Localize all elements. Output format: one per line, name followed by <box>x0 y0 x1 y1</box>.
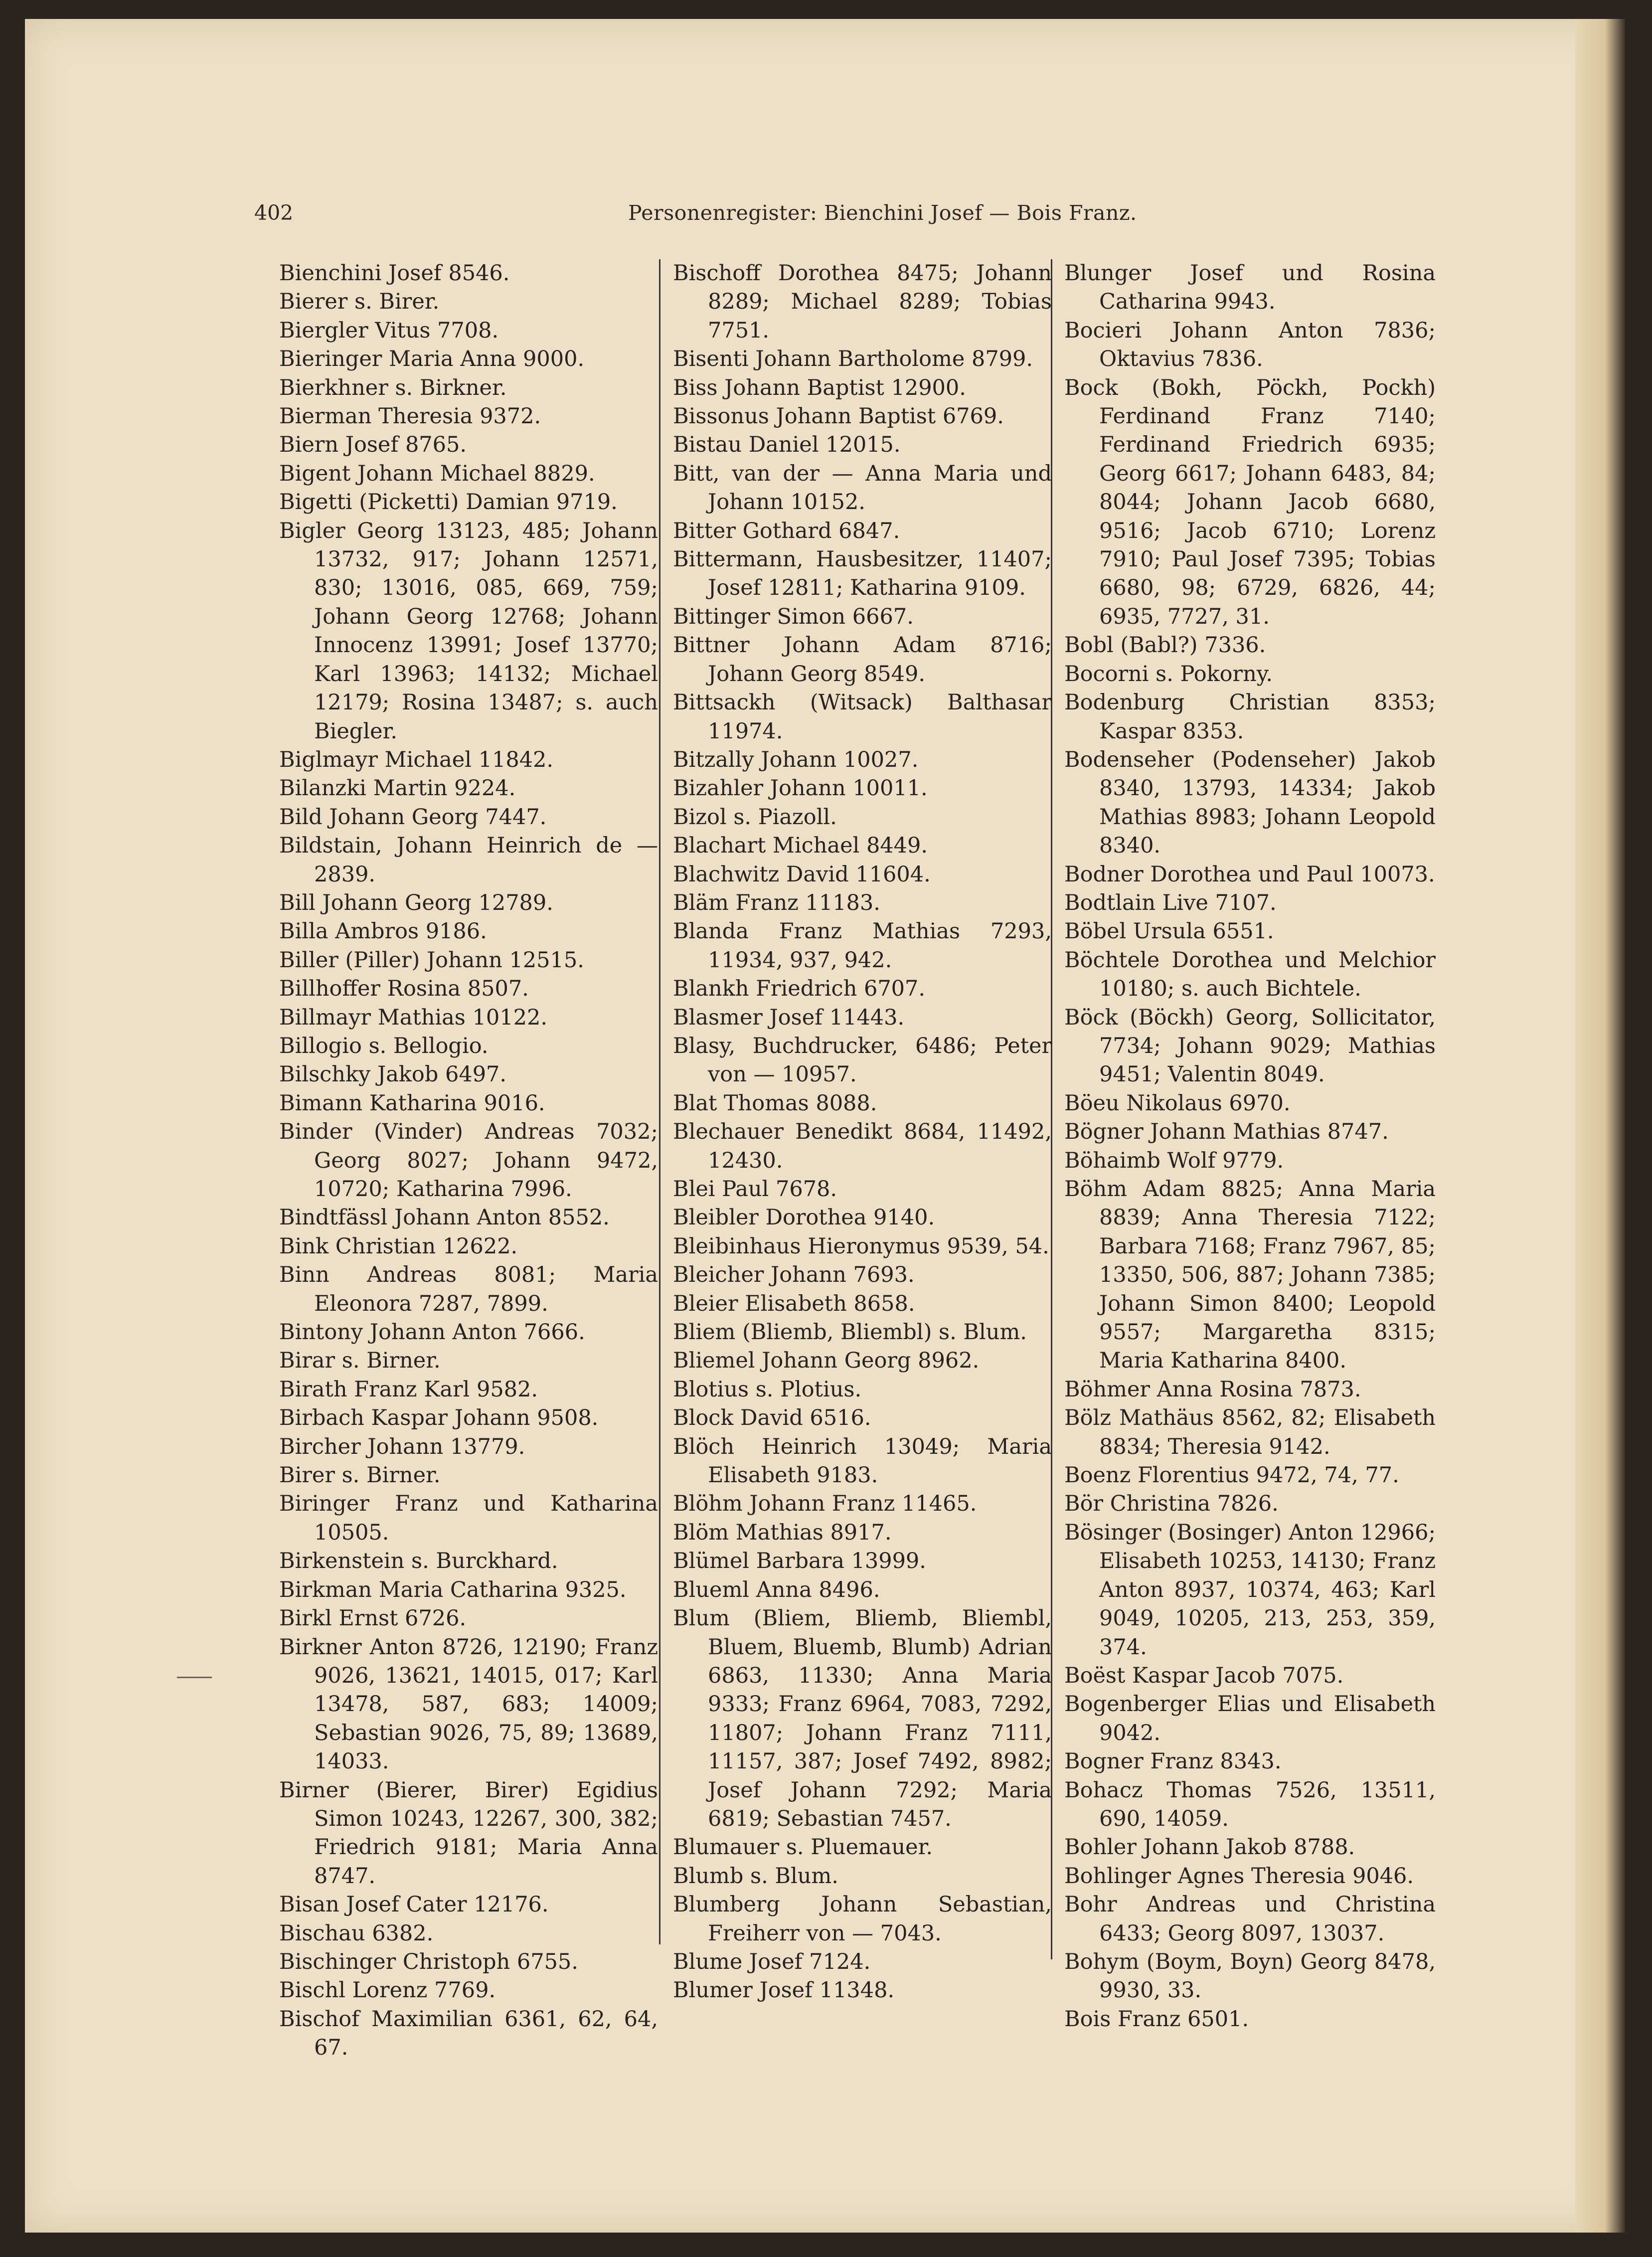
index-entry: Blumer Josef 11348. <box>673 1978 895 2003</box>
index-entry: Bösinger (Bosinger) Anton 12966; Elisabeth 10253, 14130; Franz Anton 8937, 10374, 463; Karl 9049, 10205, 213, 253, 359, 374. <box>1064 1520 1436 1660</box>
index-entry: Bill Johann Georg 12789. <box>279 890 553 915</box>
index-entry: Bischl Lorenz 7769. <box>279 1978 496 2003</box>
index-entry: Blum (Bliem, Bliemb, Bliembl, Bluem, Bluemb, Blumb) Adrian 6863, 11330; Anna Maria 9333; Franz 6964, 7083, 7292, 11807; Johann Franz 7111, 11157, 387; Josef 7492, 8982; Josef Johann 7292; Maria 6819; Sebastian 7457. <box>673 1606 1052 1831</box>
index-entry: Bogenberger Elias und Elisabeth 9042. <box>1064 1692 1436 1745</box>
index-entry: Bock (Bokh, Pöckh, Pockh) Ferdinand Franz 7140; Ferdinand Friedrich 6935; Georg 6617; Johann 6483, 84; 8044; Johann Jacob 6680, 9516; Jacob 6710; Lorenz 7910; Paul Josef 7395; Tobias 6680, 98; 6729, 6826, 44; 6935, 7727, 31. <box>1064 375 1436 629</box>
index-entry: Birar s. Birner. <box>279 1348 441 1374</box>
index-entry: Bleibinhaus Hieronymus 9539, 54. <box>673 1233 1049 1259</box>
index-entry: Billhoffer Rosina 8507. <box>279 976 529 1002</box>
index-entry: Bittermann, Hausbesitzer, 11407; Josef 12811; Katharina 9109. <box>673 547 1052 601</box>
index-entry: Bisenti Johann Bartholome 8799. <box>673 347 1033 372</box>
index-entry: Böhm Adam 8825; Anna Maria 8839; Anna Theresia 7122; Barbara 7168; Franz 7967, 85; 13350, 506, 887; Johann 7385; Johann Simon 8400; Leopold 9557; Margaretha 8315; Maria Katharina 8400. <box>1064 1177 1436 1374</box>
index-entry: Boenz Florentius 9472, 74, 77. <box>1064 1463 1399 1488</box>
index-entry: Bodenburg Christian 8353; Kaspar 8353. <box>1064 690 1436 744</box>
index-entry: Blumberg Johann Sebastian, Freiherr von — 7043. <box>673 1892 1052 1946</box>
index-entry: Bischoff Dorothea 8475; Johann 8289; Michael 8289; Tobias 7751. <box>673 261 1052 343</box>
index-entry: Bierer s. Birer. <box>279 289 440 315</box>
index-entry: Bintony Johann Anton 7666. <box>279 1320 585 1345</box>
index-entry: Billogio s. Bellogio. <box>279 1033 489 1058</box>
index-entry: Bitzally Johann 10027. <box>673 747 919 772</box>
index-entry: Bogner Franz 8343. <box>1064 1749 1282 1774</box>
index-entry: Böck (Böckh) Georg, Sollicitator, 7734; Johann 9029; Mathias 9451; Valentin 8049. <box>1064 1005 1436 1087</box>
page-number: 402 <box>254 201 294 225</box>
index-entry: Bittner Johann Adam 8716; Johann Georg 8549. <box>673 633 1052 687</box>
index-entry: Block David 6516. <box>673 1405 871 1431</box>
index-entry: Bölz Mathäus 8562, 82; Elisabeth 8834; Theresia 9142. <box>1064 1405 1436 1459</box>
index-entry: Bischinger Christoph 6755. <box>279 1949 578 1974</box>
index-entry: Bistau Daniel 12015. <box>673 432 901 458</box>
index-entry: Biss Johann Baptist 12900. <box>673 375 966 400</box>
index-entry: Bliem (Bliemb, Bliembl) s. Blum. <box>673 1320 1027 1345</box>
index-entry: Blei Paul 7678. <box>673 1177 837 1202</box>
index-entry: Bigler Georg 13123, 485; Johann 13732, 917; Johann 12571, 830; 13016, 085, 669, 759; Johann Georg 12768; Johann Innocenz 13991; Josef 13770; Karl 13963; 14132; Michael 12179; Rosina 13487; s. auch Biegler. <box>279 518 658 744</box>
index-entry: Bischau 6382. <box>279 1920 434 1946</box>
index-entry: Böhmer Anna Rosina 7873. <box>1064 1377 1361 1402</box>
index-entry: Binder (Vinder) Andreas 7032; Georg 8027; Johann 9472, 10720; Katharina 7996. <box>279 1119 658 1202</box>
index-entry: Bleier Elisabeth 8658. <box>673 1291 915 1316</box>
index-entry: Blueml Anna 8496. <box>673 1577 880 1602</box>
index-entry: Bissonus Johann Baptist 6769. <box>673 404 1004 429</box>
index-entry: Binn Andreas 8081; Maria Eleonora 7287, 7899. <box>279 1262 658 1316</box>
index-entry: Bocorni s. Pokorny. <box>1064 661 1273 687</box>
index-entry: Birkman Maria Catharina 9325. <box>279 1577 627 1602</box>
index-entry: Blasmer Josef 11443. <box>673 1005 905 1030</box>
index-entry: Blankh Friedrich 6707. <box>673 976 926 1002</box>
index-entry: Birkl Ernst 6726. <box>279 1606 467 1631</box>
index-entry: Bodner Dorothea und Paul 10073. <box>1064 862 1435 887</box>
index-entry: Bienchini Josef 8546. <box>279 261 510 286</box>
index-entry: Birkenstein s. Burckhard. <box>279 1549 558 1574</box>
running-head <box>254 201 1137 231</box>
index-entry: Bittsackh (Witsack) Balthasar 11974. <box>673 690 1052 744</box>
index-entry: Bleicher Johann 7693. <box>673 1262 915 1288</box>
index-entry: Bohler Johann Jakob 8788. <box>1064 1835 1355 1860</box>
index-entry: Blume Josef 7124. <box>673 1949 871 1974</box>
index-entry: Bindtfässl Johann Anton 8552. <box>279 1205 610 1230</box>
index-entry: Blöm Mathias 8917. <box>673 1520 892 1545</box>
index-entry: Biern Josef 8765. <box>279 432 467 458</box>
index-entry: Bimann Katharina 9016. <box>279 1090 545 1116</box>
index-entry: Böchtele Dorothea und Melchior 10180; s. auch Bichtele. <box>1064 947 1436 1002</box>
index-entry: Bigent Johann Michael 8829. <box>279 461 595 486</box>
index-entry: Blachart Michael 8449. <box>673 833 928 859</box>
book-spine-edge <box>1575 19 1625 2233</box>
index-entry: Böeu Nikolaus 6970. <box>1064 1090 1291 1116</box>
index-entry: Blümel Barbara 13999. <box>673 1549 926 1574</box>
index-entry: Blöch Heinrich 13049; Maria Elisabeth 9183. <box>673 1434 1052 1488</box>
index-entry: Bois Franz 6501. <box>1064 2006 1249 2032</box>
index-entry: Biglmayr Michael 11842. <box>279 747 554 772</box>
index-entry: Blumauer s. Pluemauer. <box>673 1835 933 1860</box>
index-entry: Bögner Johann Mathias 8747. <box>1064 1119 1389 1145</box>
index-entry: Bodenseher (Podenseher) Jakob 8340, 13793, 14334; Jakob Mathias 8983; Johann Leopold 8340. <box>1064 747 1436 859</box>
index-entry: Blöhm Johann Franz 11465. <box>673 1491 977 1517</box>
index-entry: Birner (Bierer, Birer) Egidius Simon 10243, 12267, 300, 382; Friedrich 9181; Maria Anna 8747. <box>279 1777 658 1889</box>
index-entry: Blat Thomas 8088. <box>673 1090 877 1116</box>
index-entry: Bobl (Babl?) 7336. <box>1064 633 1266 658</box>
index-entry: Bild Johann Georg 7447. <box>279 804 547 830</box>
index-entry: Bizol s. Piazoll. <box>673 804 837 830</box>
index-entry: Boëst Kaspar Jacob 7075. <box>1064 1663 1344 1688</box>
index-entry: Biergler Vitus 7708. <box>279 318 499 343</box>
index-entry: Bohr Andreas und Christina 6433; Georg 8097, 13037. <box>1064 1892 1436 1946</box>
index-entry: Bodtlain Live 7107. <box>1064 890 1277 915</box>
index-entry: Billa Ambros 9186. <box>279 919 487 944</box>
index-entry: Böbel Ursula 6551. <box>1064 919 1274 944</box>
index-entry: Bink Christian 12622. <box>279 1233 518 1259</box>
index-entry: Blumb s. Blum. <box>673 1863 838 1889</box>
index-entry: Biringer Franz und Katharina 10505. <box>279 1491 658 1545</box>
index-entry: Birer s. Birner. <box>279 1463 441 1488</box>
index-column-2 <box>673 259 1052 2005</box>
index-column-3 <box>1064 259 1436 2034</box>
index-entry: Bildstain, Johann Heinrich de — 2839. <box>279 833 658 887</box>
index-entry: Billmayr Mathias 10122. <box>279 1005 548 1030</box>
index-entry: Bitt, van der — Anna Maria und Johann 10152. <box>673 461 1052 515</box>
index-entry: Birath Franz Karl 9582. <box>279 1377 538 1402</box>
index-entry: Blunger Josef und Rosina Catharina 9943. <box>1064 261 1436 315</box>
column-divider <box>659 259 661 1944</box>
index-entry: Bohacz Thomas 7526, 13511, 690, 14059. <box>1064 1777 1436 1831</box>
index-entry: Bisan Josef Cater 12176. <box>279 1892 549 1917</box>
index-entry: Blotius s. Plotius. <box>673 1377 862 1402</box>
page-title: Personenregister: Bienchini Josef — Bois Franz. <box>628 201 1137 225</box>
index-entry: Bör Christina 7826. <box>1064 1491 1279 1517</box>
index-entry: Biller (Piller) Johann 12515. <box>279 947 584 973</box>
index-entry: Blanda Franz Mathias 7293, 11934, 937, 942. <box>673 919 1052 973</box>
index-entry: Bierman Theresia 9372. <box>279 404 541 429</box>
index-entry: Bleibler Dorothea 9140. <box>673 1205 935 1230</box>
index-entry: Blechauer Benedikt 8684, 11492, 12430. <box>673 1119 1052 1173</box>
index-entry: Bitter Gothard 6847. <box>673 518 900 543</box>
index-entry: Birkner Anton 8726, 12190; Franz 9026, 13621, 14015, 017; Karl 13478, 587, 683; 14009; Sebastian 9026, 75, 89; 13689, 14033. <box>279 1634 658 1774</box>
index-entry: Bieringer Maria Anna 9000. <box>279 347 585 372</box>
index-entry: Bilschky Jakob 6497. <box>279 1062 507 1087</box>
index-entry: Bigetti (Picketti) Damian 9719. <box>279 490 618 515</box>
index-entry: Böhaimb Wolf 9779. <box>1064 1148 1284 1173</box>
index-entry: Bizahler Johann 10011. <box>673 776 928 801</box>
index-entry: Bliemel Johann Georg 8962. <box>673 1348 980 1374</box>
index-entry: Bläm Franz 11183. <box>673 890 880 915</box>
index-entry: Bocieri Johann Anton 7836; Oktavius 7836. <box>1064 318 1436 372</box>
index-entry: Bohym (Boym, Boyn) Georg 8478, 9930, 33. <box>1064 1949 1436 2003</box>
index-entry: Bohlinger Agnes Theresia 9046. <box>1064 1863 1414 1889</box>
index-entry: Bilanzki Martin 9224. <box>279 776 516 801</box>
index-entry: Birbach Kaspar Johann 9508. <box>279 1405 599 1431</box>
index-entry: Blasy, Buchdrucker, 6486; Peter von — 10957. <box>673 1033 1052 1087</box>
index-entry: Bircher Johann 13779. <box>279 1434 525 1459</box>
index-entry: Bischof Maximilian 6361, 62, 64, 67. <box>279 2006 658 2061</box>
margin-mark <box>177 1677 212 1678</box>
index-entry: Bittinger Simon 6667. <box>673 604 914 629</box>
index-entry: Blachwitz David 11604. <box>673 862 931 887</box>
index-column-1 <box>279 259 658 2063</box>
index-entry: Bierkhner s. Birkner. <box>279 375 507 400</box>
